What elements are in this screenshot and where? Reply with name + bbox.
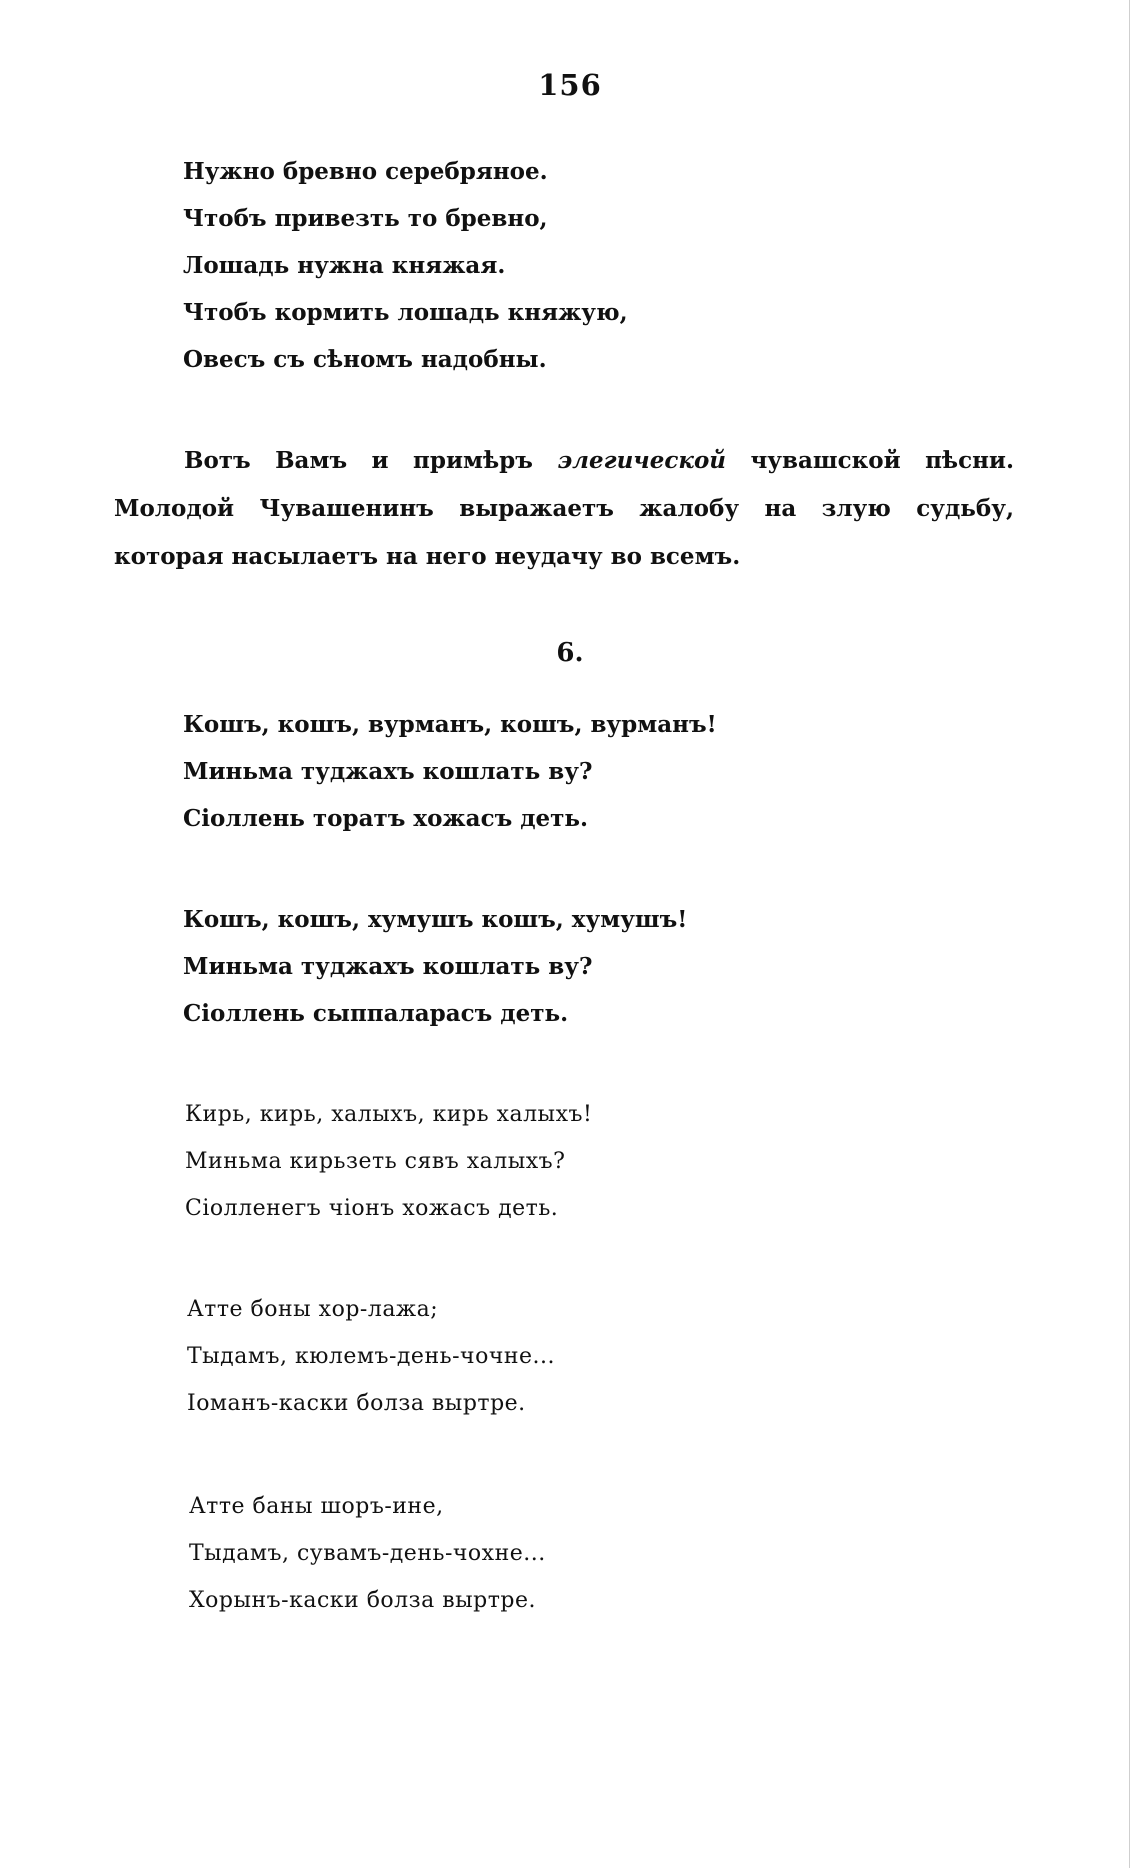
verse-line: Лошадь нужна княжая. <box>183 252 506 279</box>
verse-line: Миньма кирьзеть сявъ халыхъ? <box>185 1149 566 1174</box>
page-number: 156 <box>538 68 602 102</box>
verse-line: Сіоллень сыппаларасъ деть. <box>183 1000 569 1027</box>
verse-line: Тыдамъ, сувамъ-день-чохне... <box>189 1541 546 1566</box>
verse-line: Овесъ съ сѣномъ надобны. <box>183 346 547 373</box>
prose-text: Вотъ Вамъ и примѣръ <box>184 447 558 474</box>
verse-line: Миньма туджахъ кошлать ву? <box>183 953 593 980</box>
verse-line: Чтобъ кормить лошадь княжую, <box>183 299 628 326</box>
prose-text: чувашской пѣсни. Молодой Чувашенинъ выражаетъ жалобу на злую судьбу, которая насылаетъ на него неудачу во всемъ. <box>114 447 1014 570</box>
stanza-5 <box>189 1483 546 1624</box>
verse-line: Тыдамъ, кюлемъ-день-чочне... <box>187 1344 556 1369</box>
verse-line: Кошъ, кошъ, хумушъ кошъ, хумушъ! <box>183 906 688 933</box>
stanza-2 <box>183 896 687 1037</box>
verse-line: Хорынъ-каски болза выртре. <box>189 1588 537 1613</box>
verse-line: Сіолленегъ чіонъ хожасъ деть. <box>185 1196 559 1221</box>
page-edge-line <box>1129 0 1130 1868</box>
prose-emphasis: элегической <box>557 447 727 474</box>
section-number: 6. <box>556 638 584 668</box>
verse-line: Кошъ, кошъ, вурманъ, кошъ, вурманъ! <box>183 711 717 738</box>
verse-line: Іоманъ-каски болза выртре. <box>187 1391 526 1416</box>
stanza-3 <box>185 1091 592 1232</box>
verse-line: Атте баны шоръ-ине, <box>189 1494 444 1519</box>
stanza-1 <box>183 701 717 842</box>
stanza-4 <box>187 1286 555 1427</box>
verse-line: Чтобъ привезть то бревно, <box>183 205 548 232</box>
prose-paragraph <box>114 437 1014 581</box>
verse-line: Миньма туджахъ кошлать ву? <box>183 758 593 785</box>
verse-line: Атте боны хор-лажа; <box>187 1297 439 1322</box>
verse-line: Нужно бревно серебряное. <box>183 158 548 185</box>
verse-line: Кирь, кирь, халыхъ, кирь халыхъ! <box>185 1102 593 1127</box>
verse-block-1 <box>183 148 628 383</box>
verse-line: Сіоллень торатъ хожасъ деть. <box>183 805 589 832</box>
